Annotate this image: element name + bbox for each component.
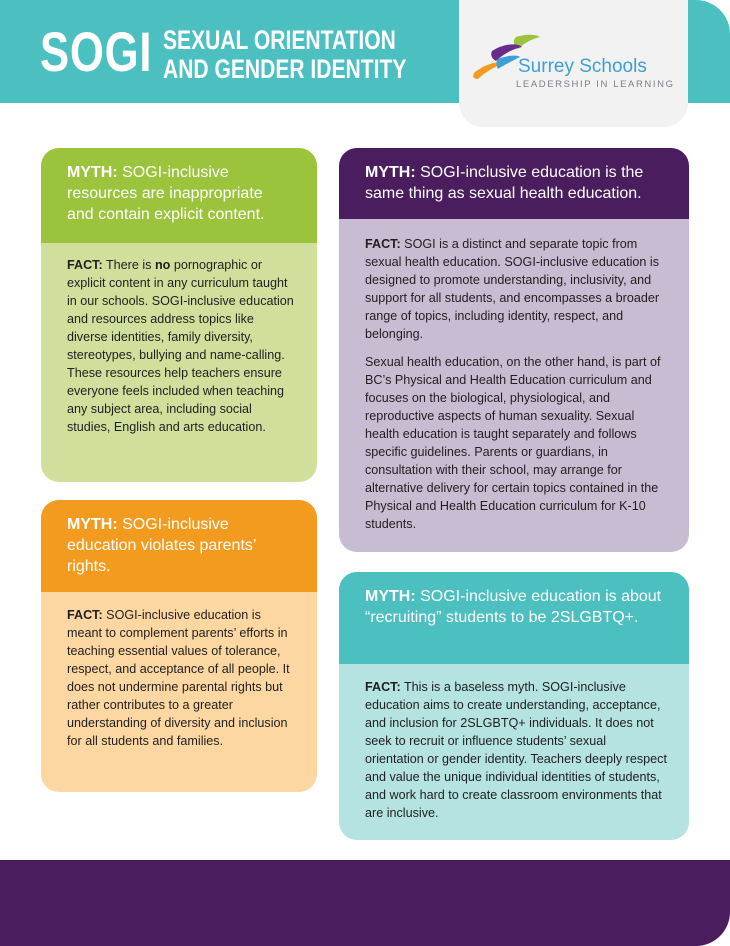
fact-text-b: pornographic or explicit content in any curriculum taught in our schools. SOGI-inclusive education and resources address topics like diverse identities, family diversity, stereotypes, bullying and name-calling. These resources help teachers ensure everyone feels included when teaching any subject area, including social studies, English and arts education. bbox=[67, 258, 294, 434]
myth-header bbox=[339, 572, 689, 664]
myth-label: MYTH: bbox=[365, 588, 416, 605]
myth-text: SOGI-inclusive resources are inappropriate and contain explicit content. bbox=[67, 164, 265, 223]
myth-text: SOGI-inclusive education is the same thing as sexual health education. bbox=[365, 164, 644, 202]
myth-header bbox=[339, 148, 689, 219]
logo-tagline: LEADERSHIP IN LEARNING bbox=[516, 79, 675, 90]
myth-card-sexual-health bbox=[339, 148, 689, 552]
sogi-acronym: SOGI bbox=[40, 20, 153, 83]
myth-label: MYTH: bbox=[67, 164, 118, 181]
fact-paragraph-2: Sexual health education, on the other hand, is part of BC’s Physical and Health Education curriculum and focuses on the biological, physiological, and reproductive aspects of human sexuality. Sexual health education is taught separately and follows specific guidelines. Parents or guardians, in consultation with their school, may arrange for alternative delivery for certain topics contained in the Physical and Health Education curriculum for K-10 students. bbox=[365, 355, 661, 531]
subtitle-line-1: SEXUAL ORIENTATION bbox=[163, 25, 396, 55]
fact-body bbox=[41, 243, 317, 436]
fact-text-a: There is bbox=[102, 258, 155, 272]
subtitle-line-2: AND GENDER IDENTITY bbox=[163, 54, 407, 84]
fact-text: SOGI is a distinct and separate topic from sexual health education. SOGI-inclusive education is designed to promote understanding, inclusivity, and support for all students, and encompasses a broader range of topics, including identity, respect, and belonging. bbox=[365, 237, 660, 341]
myth-header bbox=[41, 500, 317, 592]
fact-body bbox=[339, 219, 689, 533]
myth-text: SOGI-inclusive education violates parents’ rights. bbox=[67, 516, 256, 575]
myth-card-recruiting bbox=[339, 572, 689, 840]
myth-text: SOGI-inclusive education is about “recruiting” students to be 2SLGBTQ+. bbox=[365, 588, 662, 626]
myth-label: MYTH: bbox=[67, 516, 118, 533]
footer-band bbox=[0, 860, 730, 946]
fact-body bbox=[339, 664, 689, 822]
myth-card-parents-rights bbox=[41, 500, 317, 792]
logo-name: Surrey Schools bbox=[518, 56, 647, 77]
fact-label: FACT: bbox=[67, 608, 103, 622]
myth-label: MYTH: bbox=[365, 164, 416, 181]
sogi-subtitle bbox=[163, 26, 406, 84]
fact-label: FACT: bbox=[365, 237, 401, 251]
fact-body bbox=[41, 592, 317, 750]
fact-label: FACT: bbox=[67, 258, 103, 272]
fact-label: FACT: bbox=[365, 680, 401, 694]
fact-emphasis: no bbox=[154, 258, 171, 272]
myth-card-explicit-content bbox=[41, 148, 317, 482]
fact-text: SOGI-inclusive education is meant to complement parents’ efforts in teaching essential values of tolerance, respect, and acceptance of all people. It does not undermine parental rights but rather contributes to a greater understanding of diversity and inclusion for all students and families. bbox=[67, 608, 290, 748]
fact-text: This is a baseless myth. SOGI-inclusive education aims to create understanding, acceptance, and inclusion for 2SLGBTQ+ individuals. It does not seek to recruit or influence students’ sexual orientation or gender identity. Teachers deeply respect and value the unique individual identities of students, and work hard to create classroom environments that are inclusive. bbox=[365, 680, 667, 820]
myth-header bbox=[41, 148, 317, 243]
surrey-schools-logo bbox=[459, 0, 688, 127]
